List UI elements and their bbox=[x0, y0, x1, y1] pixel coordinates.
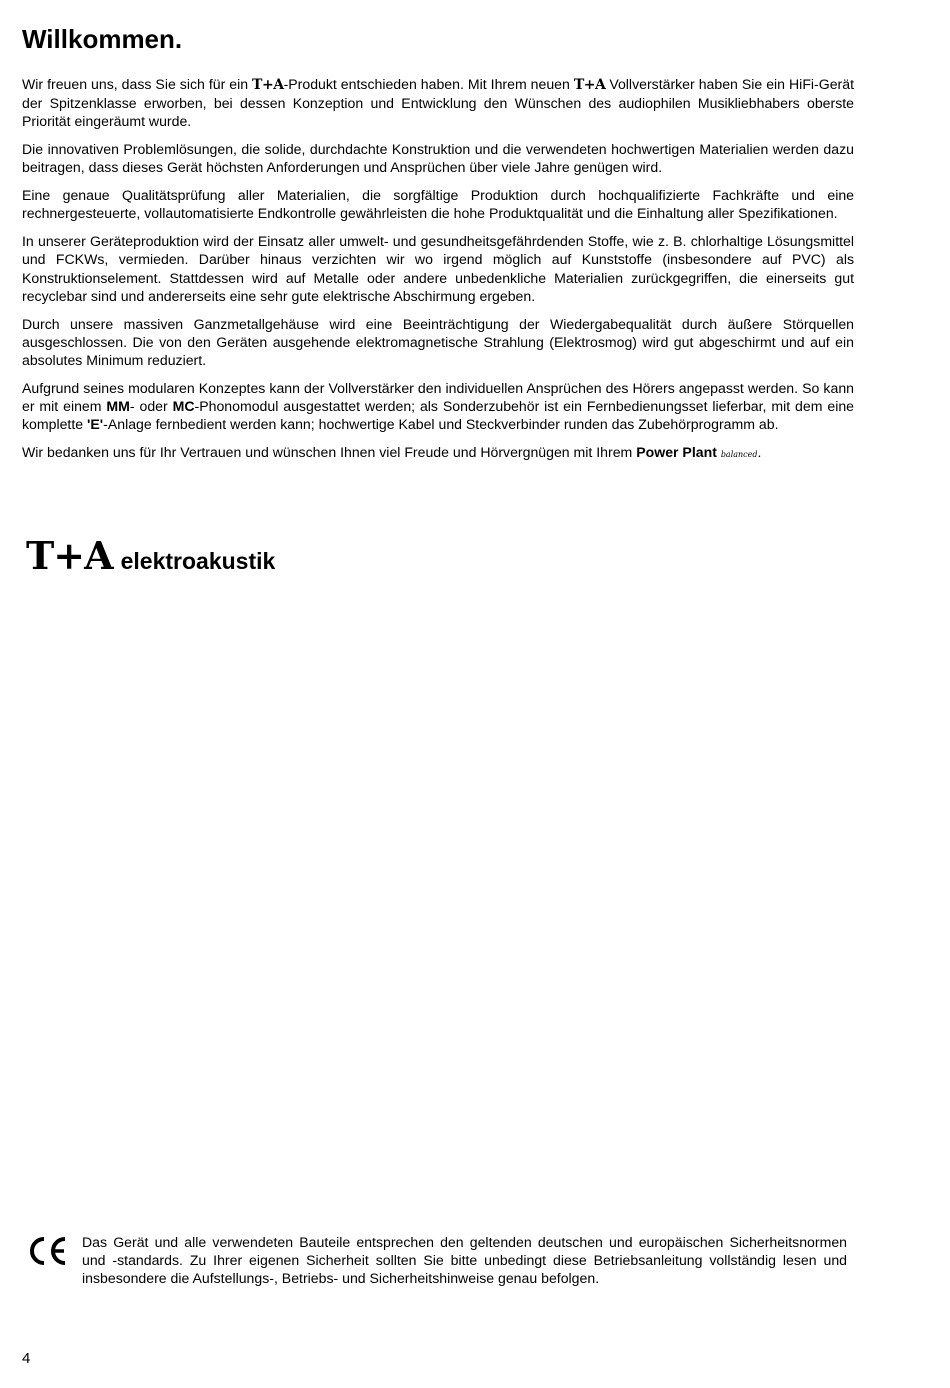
logo-mark: T+A bbox=[26, 533, 113, 578]
ta-brand-mark: T+A bbox=[252, 77, 284, 93]
modules-text-c: -Phonomodul ausgestattet werden; als Sonderzubehör ist ein Fernbedienungsset lieferbar, mit dem eine komplette bbox=[22, 398, 855, 433]
paragraph-intro bbox=[22, 75, 854, 131]
balanced-suffix: balanced bbox=[720, 450, 758, 460]
intro-text-c: Vollverstärker haben Sie ein HiFi-Gerät der Spitzenklasse erworben, bei dessen Konzeption und Entwicklung den Wünschen des audiophilen Musikliebhabers oberste Priorität eingeräumt wurde. bbox=[22, 76, 854, 130]
modules-text-a: Aufgrund seines modularen Konzeptes kann der Vollverstärker den individuellen Ansprüchen des Hörers angepasst werden. So kann er mit einem bbox=[22, 379, 854, 415]
mm-label: MM bbox=[106, 398, 130, 415]
paragraph-quality: Eine genaue Qualitätsprüfung aller Materialien, die sorgfältige Produktion durch hochqualifizierte Fachkräfte und eine rechnergesteuerte, vollautomatisierte Endkontrolle gewährleisten die hohe Produktqualität und die Einhaltung aller Spezifikationen. bbox=[22, 187, 854, 222]
page-number: 4 bbox=[22, 1350, 31, 1367]
ta-brand-mark: T+A bbox=[573, 77, 606, 93]
paragraph-shielding: Durch unsere massiven Ganzmetallgehäuse wird eine Beeinträchtigung der Wiedergabequalität durch äußere Störquellen ausgeschlossen. Die von den Geräten ausgehende elektromagnetische Strahlung (Elektrosmog) wird gut abgeschirmt und auf ein absolutes Minimum reduziert. bbox=[22, 315, 854, 369]
logo-text: elektroakustik bbox=[120, 548, 276, 574]
paragraph-environment: In unserer Geräteproduktion wird der Einsatz aller umwelt- und gesundheitsgefährdenden Stoffe, wie z. B. chlorhaltige Lösungsmittel und FCKWs, vermieden. Darüber hinaus verzichten wir wo irgend möglich auf Kunststoffe (insbesondere auf PVC) als Konstruktionselement. Stattdessen wird auf Metalle oder andere unbedenkliche Materialien zurückgegriffen, die einerseits gut recyclebar sind und andererseits eine sehr gute elektrische Abschirmung ergeben. bbox=[22, 233, 854, 304]
product-name: Power Plant bbox=[636, 444, 717, 461]
paragraph-modules bbox=[22, 379, 854, 434]
body-text bbox=[22, 75, 854, 474]
e-label: 'E' bbox=[87, 416, 104, 433]
thanks-text: Wir bedanken uns für Ihr Vertrauen und wünschen Ihnen viel Freude und Hörvergnügen mit Ihrem bbox=[22, 444, 637, 461]
paragraph-thanks bbox=[22, 443, 854, 464]
ce-notice: Das Gerät und alle verwendeten Bauteile entsprechen den geltenden deutschen und europäischen Sicherheitsnormen und -standards. Zu Ihrer eigenen Sicherheit sollten Sie bitte unbedingt diese Betriebsanleitung vollständig lesen und insbesondere die Aufstellungs-, Betriebs- und Sicherheitshinweise genau befolgen. bbox=[82, 1234, 847, 1287]
modules-text-d: -Anlage fernbedient werden kann; hochwertige Kabel und Steckverbinder runden das Zubehörprogramm ab. bbox=[103, 416, 779, 433]
intro-text-b: -Produkt entschieden haben. Mit Ihrem neuen bbox=[283, 76, 574, 92]
paragraph-construction: Die innovativen Problemlösungen, die solide, durchdachte Konstruktion und die verwendeten hochwertigen Materialien werden dazu beitragen, dass dieses Gerät höchsten Anforderungen und Ansprüchen über viele Jahre genügen wird. bbox=[22, 141, 854, 176]
intro-text-a: Wir freuen uns, dass Sie sich für ein bbox=[22, 76, 253, 92]
page-title: Willkommen. bbox=[22, 24, 183, 54]
ta-logo bbox=[26, 533, 275, 578]
mc-label: MC bbox=[172, 398, 195, 415]
thanks-end: . bbox=[757, 444, 762, 461]
ce-mark-icon bbox=[25, 1236, 69, 1266]
modules-text-b: - oder bbox=[129, 398, 173, 415]
